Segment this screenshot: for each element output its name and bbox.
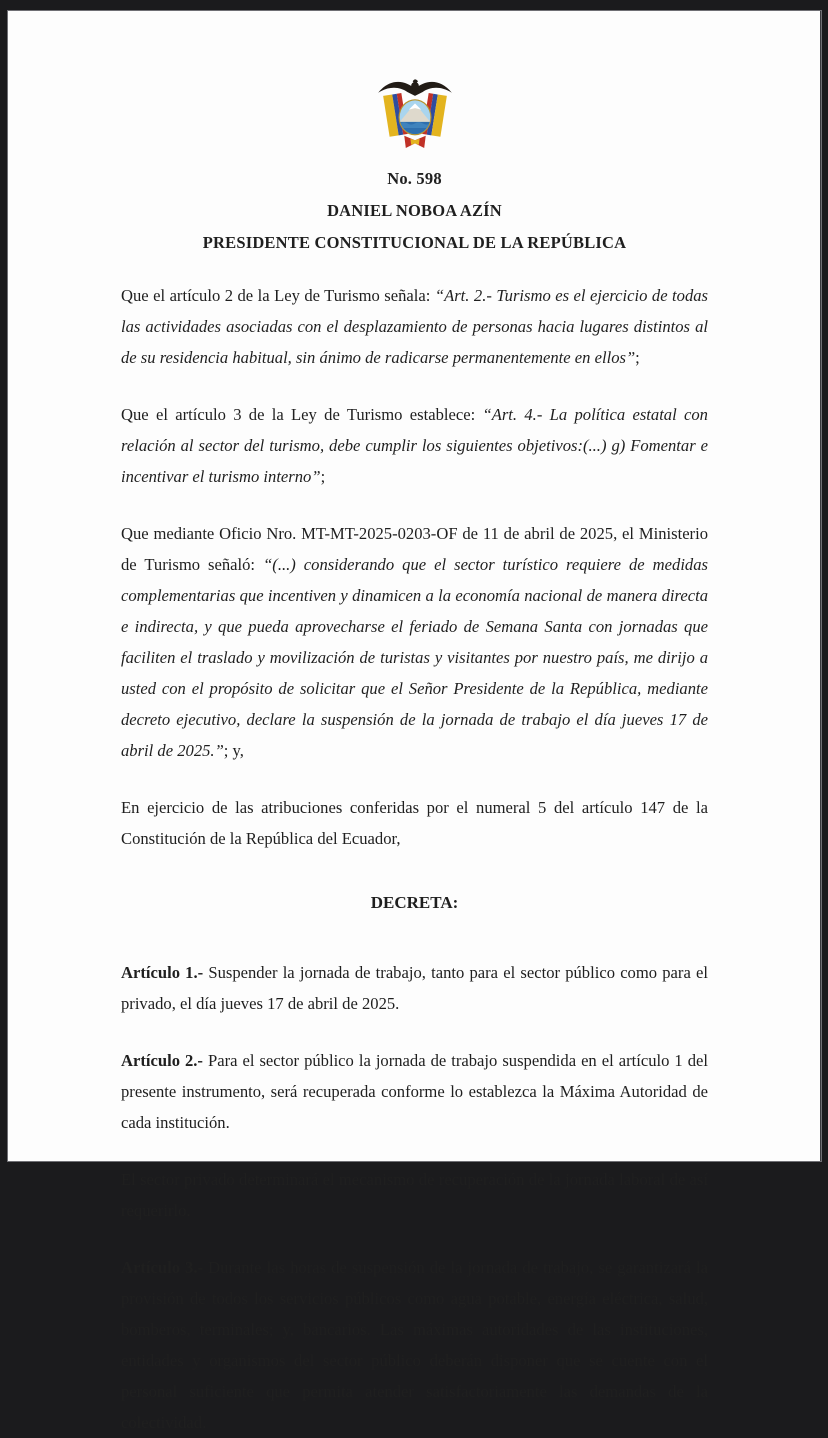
considerando-articulo-3: Que el artículo 3 de la Ley de Turismo establece: “Art. 4.- La política estatal con relación al sector del turismo, debe cumplir los siguientes objetivos:(...) g) Fomentar e incentivar el turismo interno”; xyxy=(121,405,708,486)
document-body xyxy=(121,280,708,1438)
articulo-2: Artículo 2.- Para el sector público la jornada de trabajo suspendida en el artículo 1 del presente instrumento, será recuperada conforme lo establezca la Máxima Autoridad de cada institución. xyxy=(121,1051,708,1132)
considerando-articulo-2: Que el artículo 2 de la Ley de Turismo señala: “Art. 2.- Turismo es el ejercicio de todas las actividades asociadas con el desplazamiento de personas hacia lugares distintos al de su residencia habitual, sin ánimo de radicarse permanentemente en ellos”; xyxy=(121,286,708,367)
decreta-heading: DECRETA: xyxy=(370,893,459,912)
ecuador-coat-of-arms-graphic xyxy=(369,74,461,156)
articulo-3: Artículo 3.- Durante las horas de suspensión de la jornada de trabajo, se garantizará la provisión de todos los servicios públicos como agua potable, energía eléctrica, salud, bomberos, terminales; y, bancarios. Las máximas autoridades de las instituciones, entidades y organismos del sector público deberán disponer que se cuente con el personal suficiente que permita atender satisfactoriamente las demandas de la colectividad. xyxy=(121,1258,708,1432)
sector-privado-parrafo: El sector privado determinará el mecanismo de recuperación de la jornada laboral de así requerirlo. xyxy=(121,1170,708,1220)
decree-number: No. 598 xyxy=(387,169,442,188)
decree-document-page xyxy=(7,10,822,1432)
considerando-oficio-turismo: Que mediante Oficio Nro. MT-MT-2025-0203-OF de 11 de abril de 2025, el Ministerio de Turismo señaló: “(...) considerando que el sector turístico requiere de medidas complementarias que incentiven y dinamicen a la economía nacional de manera directa e indirecta, y que pueda aprovecharse el feriado de Semana Santa con jornadas que faciliten el traslado y movilización de turistas y visitantes por nuestro país, me dirijo a usted con el propósito de solicitar que el Señor Presidente de la República, mediante decreto ejecutivo, declare la suspensión de la jornada de trabajo el día jueves 17 de abril de 2025.”; y, xyxy=(121,524,708,760)
president-title: PRESIDENTE CONSTITUCIONAL DE LA REPÚBLICA xyxy=(202,233,627,252)
ecuador-coat-of-arms-icon xyxy=(121,74,708,156)
articulo-1: Artículo 1.- Suspender la jornada de trabajo, tanto para el sector público como para el privado, el día jueves 17 de abril de 2025. xyxy=(121,963,708,1013)
en-ejercicio-atribuciones: En ejercicio de las atribuciones conferidas por el numeral 5 del artículo 147 de la Constitución de la República del Ecuador, xyxy=(121,798,708,848)
president-name: DANIEL NOBOA AZÍN xyxy=(327,201,502,220)
